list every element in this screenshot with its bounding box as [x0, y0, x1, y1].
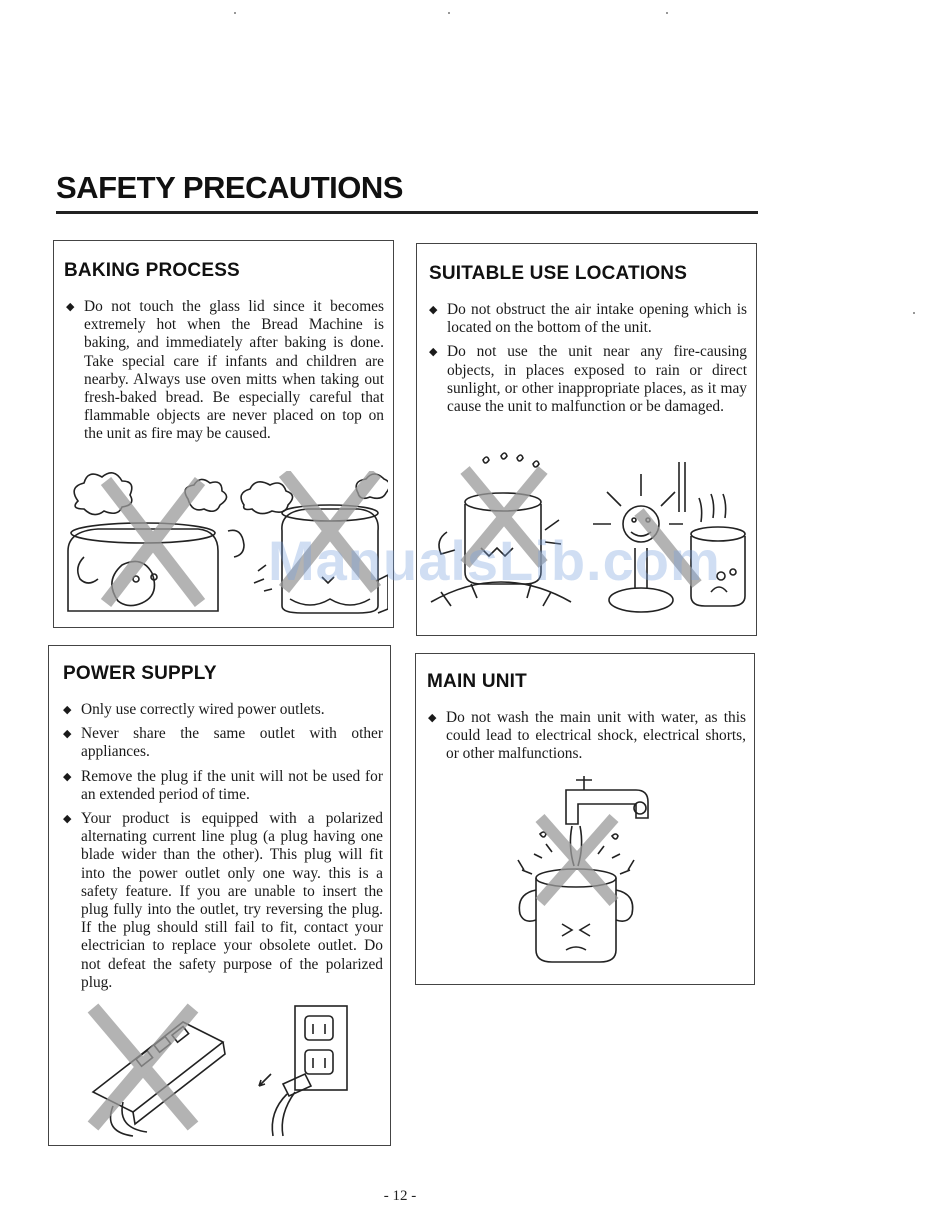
- page-number: - 12 -: [383, 1188, 417, 1204]
- list-item: ◆ Do not obstruct the air intake opening which is located on the bottom of the unit.: [429, 301, 747, 337]
- list-item: ◆ Your product is equipped with a polarized alternating current line plug (a plug having one blade wider than the other). This plug will fit into the power outlet only one way. this is a safety feature. If you are unable to insert the plug fully into the outlet, try reversing the plug. If the plug should still fail to fit, contact your electrician to replace your obsolete outlet. Do not defeat the safety purpose of the polarized plug.: [63, 810, 383, 991]
- list-item: ◆ Do not touch the glass lid since it becomes extremely hot when the Bread Machine is baking, and immediately after baking is done. Take special care if infants and children are nearby. Always use oven mitts when taking out fresh-baked bread. Be especially careful that flammable objects are never placed on top on the unit as fire may be caused.: [66, 298, 384, 443]
- diamond-bullet-icon: ◆: [429, 346, 438, 359]
- list-item: ◆ Remove the plug if the unit will not be used for an extended period of time.: [63, 767, 383, 803]
- diamond-bullet-icon: ◆: [63, 770, 72, 783]
- diamond-bullet-icon: ◆: [63, 704, 72, 716]
- watermark: ManualsLib.com: [268, 529, 721, 592]
- list-item: ◆ Do not use the unit near any fire-causing objects, in places exposed to rain or direct sunlight, or other inappropriate places, as it may cause the unit to malfunction or be damaged.: [429, 343, 747, 416]
- main-unit-panel: [415, 653, 755, 985]
- diamond-bullet-icon: ◆: [429, 304, 438, 316]
- main-unit-heading: MAIN UNIT: [427, 671, 527, 692]
- scan-speck: [913, 312, 915, 314]
- list-item: ◆ Do not wash the main unit with water, as this could lead to electrical shock, electrical shorts, or other malfunctions.: [428, 709, 746, 763]
- scan-speck: [234, 12, 236, 14]
- diamond-bullet-icon: ◆: [63, 728, 72, 741]
- main-unit-list: [428, 709, 746, 770]
- diamond-bullet-icon: ◆: [428, 712, 437, 724]
- no-water-wash-illustration: [516, 774, 656, 974]
- diamond-bullet-icon: ◆: [63, 813, 72, 826]
- power-supply-list: [63, 701, 383, 998]
- scan-speck: [666, 12, 668, 14]
- suitable-use-locations-list: [429, 301, 747, 422]
- scan-speck: [448, 12, 450, 14]
- baking-process-heading: BAKING PROCESS: [64, 260, 240, 281]
- list-item: ◆ Never share the same outlet with other appliances.: [63, 725, 383, 761]
- page-title: SAFETY PRECAUTIONS: [56, 170, 403, 205]
- list-item: ◆ Only use correctly wired power outlets.: [63, 701, 325, 718]
- suitable-use-locations-heading: SUITABLE USE LOCATIONS: [429, 263, 688, 284]
- diamond-bullet-icon: ◆: [66, 301, 75, 313]
- power-supply-panel: [48, 645, 391, 1146]
- baking-process-list: [66, 298, 384, 450]
- power-outlet-illustration: [73, 1002, 383, 1138]
- title-divider: [56, 211, 758, 214]
- power-supply-heading: POWER SUPPLY: [63, 663, 217, 684]
